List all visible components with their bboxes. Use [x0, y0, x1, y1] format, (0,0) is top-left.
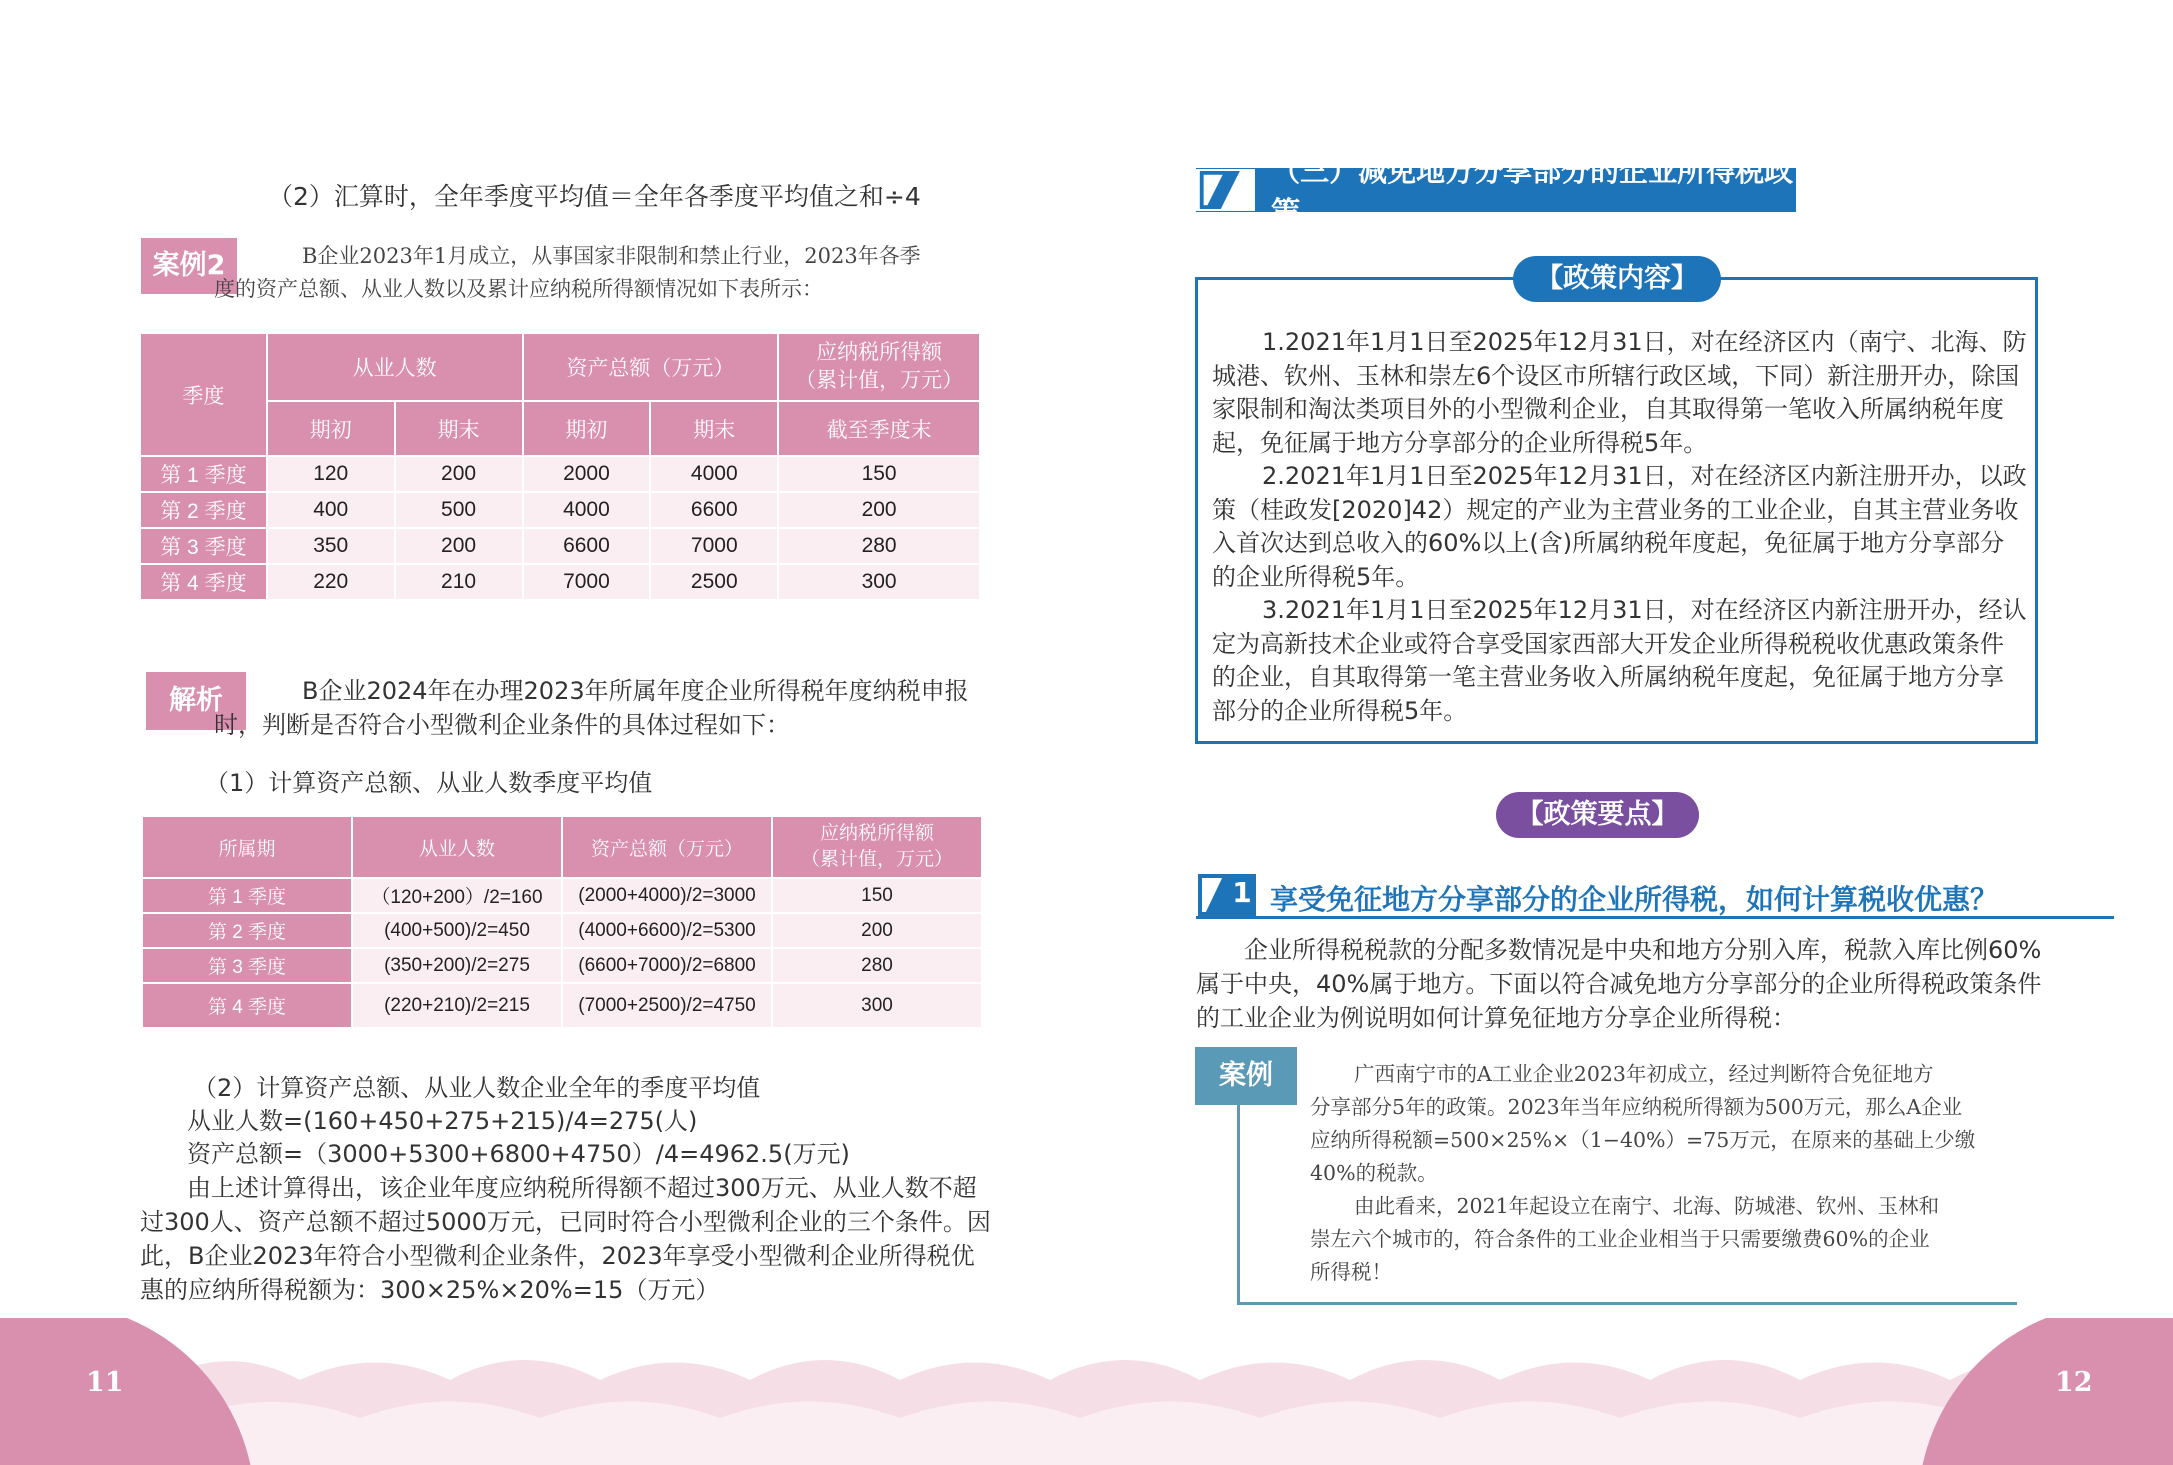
policy-line: 定为高新技术企业或符合享受国家西部大开发企业所得税税收优惠政策条件 — [1212, 629, 2004, 658]
conclusion-line: 此，B企业2023年符合小型微利企业条件，2023年享受小型微利企业所得税优 — [140, 1242, 975, 1270]
table-cell: (6600+7000)/2=6800 — [562, 948, 772, 983]
table-cell: (400+500)/2=450 — [352, 913, 562, 948]
calc-assets: 资产总额=（3000+5300+6800+4750）/4=4962.5(万元) — [187, 1140, 850, 1168]
chevron-arrow-icon — [1196, 168, 1255, 212]
table-cell: 7000 — [650, 528, 778, 564]
table-header: 资产总额（万元） — [523, 333, 779, 401]
table-cell: (2000+4000)/2=3000 — [562, 878, 772, 913]
footer-wave-decoration — [0, 1340, 2173, 1465]
table-subheader: 期末 — [650, 401, 778, 456]
policy-line: 家限制和淘汰类项目外的小型微利企业，自其取得第一笔收入所属纳税年度 — [1212, 395, 2004, 423]
case-line: 应纳所得税额=500×25%×（1−40%）=75万元，在原来的基础上少缴 — [1310, 1128, 1976, 1152]
left-corner-circle — [0, 1318, 260, 1465]
calc-employees: 从业人数=(160+450+275+215)/4=275(人) — [187, 1107, 698, 1135]
table-cell: 200 — [778, 492, 980, 528]
row-label: 第 3 季度 — [140, 528, 267, 564]
policy-line: 3.2021年1月1日至2025年12月31日，对在经济区内新注册开办，经认 — [1262, 596, 2027, 624]
section-title: （三）减免地方分享部分的企业所得税政策 — [1271, 154, 1794, 229]
policy-points-pill: 【政策要点】 — [1496, 792, 1699, 838]
policy-line: 入首次达到总收入的60%以上(含)所属纳税年度起，免征属于地方分享部分 — [1212, 529, 2005, 557]
policy-line: 起，免征属于地方分享部分的企业所得税5年。 — [1212, 428, 1708, 457]
table-cell: 500 — [395, 492, 523, 528]
section-title-bar — [1196, 154, 1796, 229]
table-cell: (4000+6600)/2=5300 — [562, 913, 772, 948]
table-cell: 220 — [267, 564, 395, 600]
table-row — [140, 456, 980, 492]
table-cell: 200 — [772, 913, 982, 948]
table-header: 从业人数 — [267, 333, 523, 401]
conclusion-line: 过300人、资产总额不超过5000万元，已同时符合小型微利企业的三个条件。因 — [140, 1208, 991, 1236]
table-cell: (350+200)/2=275 — [352, 948, 562, 983]
table-cell: 7000 — [523, 564, 651, 600]
quarterly-data-table — [139, 332, 981, 601]
policy-text — [1212, 326, 2032, 728]
conclusion-line: 由上述计算得出，该企业年度应纳税所得额不超过300万元、从业人数不超 — [187, 1174, 977, 1202]
case2-text — [214, 240, 998, 306]
table-header — [778, 333, 980, 401]
table-cell: 300 — [772, 983, 982, 1028]
step2-heading: （2）计算资产总额、从业人数企业全年的季度平均值 — [193, 1074, 761, 1102]
table-cell: 280 — [778, 528, 980, 564]
table-cell: 2000 — [523, 456, 651, 492]
policy-line: 的企业所得税5年。 — [1212, 562, 1420, 591]
row-label: 第 3 季度 — [142, 948, 352, 983]
analysis-line: B企业2024年在办理2023年所属年度企业所得税年度纳税申报 — [302, 677, 969, 705]
case-line: 广西南宁市的A工业企业2023年初成立，经过判断符合免征地方 — [1354, 1062, 1934, 1086]
table-cell: 6600 — [650, 492, 778, 528]
case-line: 所得税！ — [1310, 1260, 1392, 1284]
table-cell: 2500 — [650, 564, 778, 600]
policy-line: 2.2021年1月1日至2025年12月31日，对在经济区内新注册开办，以政 — [1262, 462, 2027, 490]
table-cell: 350 — [267, 528, 395, 564]
table-cell: 4000 — [523, 492, 651, 528]
table-cell: 120 — [267, 456, 395, 492]
table-row — [140, 564, 980, 600]
row-label: 第 1 季度 — [142, 878, 352, 913]
income-header-line: （累计值，万元） — [795, 369, 964, 392]
case-text — [1310, 1058, 2110, 1289]
table-header: 从业人数 — [352, 816, 562, 878]
table-header: 季度 — [140, 333, 267, 456]
case-tag: 案例 — [1195, 1047, 1297, 1105]
table-subheader: 期末 — [395, 401, 523, 456]
table-subheader: 期初 — [267, 401, 395, 456]
table-cell: 200 — [395, 528, 523, 564]
case2-tag: 案例2 — [141, 238, 237, 294]
policy-line: 策（桂政发[2020]42）规定的产业为主营业务的工业企业，自其主营业务收 — [1212, 495, 2019, 524]
income-header-line: 应纳税所得额 — [816, 341, 943, 364]
analysis-line: 时，判断是否符合小型微利企业条件的具体过程如下： — [214, 711, 790, 739]
row-label: 第 4 季度 — [142, 983, 352, 1028]
table-row — [142, 948, 982, 983]
policy-line: 部分的企业所得税5年。 — [1212, 696, 1468, 725]
table-subheader: 期初 — [523, 401, 651, 456]
table-cell: 400 — [267, 492, 395, 528]
point1-heading — [1196, 872, 2116, 918]
table-cell: 150 — [778, 456, 980, 492]
policy-line: 1.2021年1月1日至2025年12月31日，对在经济区内（南宁、北海、防 — [1262, 328, 2027, 356]
table-subheader: 截至季度末 — [778, 401, 980, 456]
case2-line: B企业2023年1月成立，从事国家非限制和禁止行业，2023年各季 — [302, 244, 921, 268]
case2-line: 度的资产总额、从业人数以及累计应纳税所得额情况如下表所示： — [214, 277, 823, 301]
point1-number: 1 — [1232, 876, 1252, 909]
row-label: 第 2 季度 — [142, 913, 352, 948]
table-cell: 300 — [778, 564, 980, 600]
table-cell: 150 — [772, 878, 982, 913]
table-row — [140, 528, 980, 564]
analysis-text — [214, 674, 998, 742]
formula-line: （2）汇算时，全年季度平均值＝全年各季度平均值之和÷4 — [268, 182, 921, 211]
table-cell: 210 — [395, 564, 523, 600]
left-page — [0, 0, 1086, 1465]
case-line: 崇左六个城市的，符合条件的工业企业相当于只需要缴费60%的企业 — [1310, 1227, 1930, 1251]
case-line: 分享部分5年的政策。2023年当年应纳税所得额为500万元，那么A企业 — [1310, 1095, 1963, 1119]
table-cell: (7000+2500)/2=4750 — [562, 983, 772, 1028]
table-cell: (220+210)/2=215 — [352, 983, 562, 1028]
table-cell: 4000 — [650, 456, 778, 492]
intro-text — [1196, 933, 2136, 1035]
policy-line: 的企业，自其取得第一笔主营业务收入所属纳税年度起，免征属于地方分享 — [1212, 663, 2004, 691]
table-row — [142, 983, 982, 1028]
table-cell: 200 — [395, 456, 523, 492]
policy-line: 城港、钦州、玉林和崇左6个设区市所辖行政区域，下同）新注册开办，除国 — [1212, 361, 2020, 390]
table-cell: 280 — [772, 948, 982, 983]
intro-line: 企业所得税税款的分配多数情况是中央和地方分别入库，税款入库比例60% — [1244, 936, 2042, 964]
table-header — [772, 816, 982, 878]
analysis-tag: 解析 — [146, 672, 246, 730]
policy-content-pill: 【政策内容】 — [1513, 256, 1721, 302]
heading-underline — [1196, 916, 2114, 919]
row-label: 第 4 季度 — [140, 564, 267, 600]
case-line: 40%的税款。 — [1310, 1161, 1438, 1185]
intro-line: 属于中央，40%属于地方。下面以符合减免地方分享部分的企业所得税政策条件 — [1196, 970, 2042, 998]
point1-title: 享受免征地方分享部分的企业所得税，如何计算税收优惠？ — [1270, 883, 1999, 916]
conclusion-line: 惠的应纳所得税额为：300×25%×20%=15（万元） — [140, 1276, 720, 1304]
table-header: 所属期 — [142, 816, 352, 878]
table-cell: 6600 — [523, 528, 651, 564]
case-left-border — [1237, 1105, 1240, 1305]
right-page — [1086, 0, 2173, 1465]
case-bottom-border — [1237, 1302, 2017, 1305]
step1-heading: （1）计算资产总额、从业人数季度平均值 — [205, 769, 653, 797]
table-header: 资产总额（万元） — [562, 816, 772, 878]
table-row — [142, 913, 982, 948]
table-row — [140, 492, 980, 528]
case-line: 由此看来，2021年起设立在南宁、北海、防城港、钦州、玉林和 — [1354, 1194, 1940, 1218]
table-cell: （120+200）/2=160 — [352, 878, 562, 913]
table-row — [142, 878, 982, 913]
conclusion-text — [140, 1171, 1010, 1307]
row-label: 第 1 季度 — [140, 456, 267, 492]
quarterly-average-table — [141, 815, 983, 1029]
right-corner-circle — [1913, 1318, 2173, 1465]
page-number-left: 11 — [86, 1367, 124, 1398]
row-label: 第 2 季度 — [140, 492, 267, 528]
intro-line: 的工业企业为例说明如何计算免征地方分享企业所得税： — [1196, 1004, 1796, 1032]
page-number-right: 12 — [2055, 1367, 2093, 1398]
income-header-line: （累计值，万元） — [800, 849, 953, 870]
income-header-line: 应纳税所得额 — [819, 823, 934, 844]
